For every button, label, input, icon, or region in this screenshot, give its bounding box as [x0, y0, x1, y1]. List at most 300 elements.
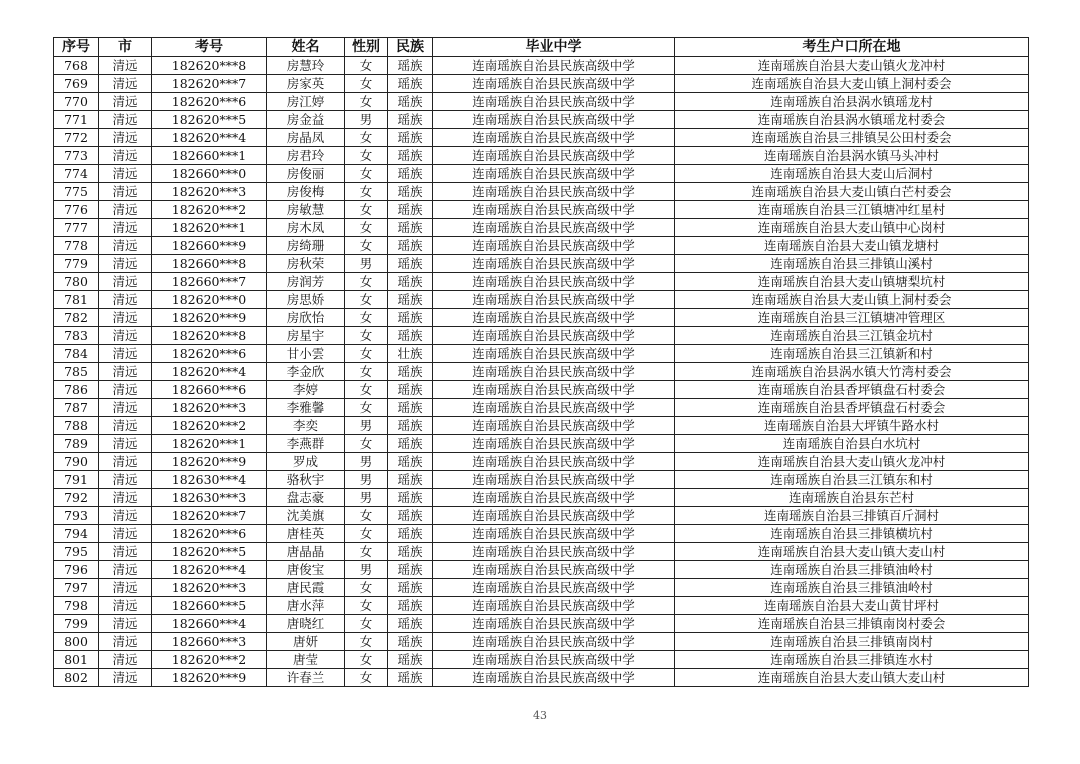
cell-exam-number: 182620***2: [152, 651, 267, 669]
cell-name: 房俊梅: [267, 183, 345, 201]
cell-index: 784: [54, 345, 99, 363]
cell-gender: 女: [345, 219, 388, 237]
cell-residence: 连南瑶族自治县大麦山后洞村: [675, 165, 1029, 183]
cell-gender: 女: [345, 309, 388, 327]
cell-city: 清远: [99, 561, 152, 579]
cell-gender: 女: [345, 669, 388, 687]
cell-exam-number: 182660***9: [152, 237, 267, 255]
cell-ethnicity: 瑶族: [388, 561, 433, 579]
cell-index: 783: [54, 327, 99, 345]
cell-index: 771: [54, 111, 99, 129]
cell-school: 连南瑶族自治县民族高级中学: [433, 597, 675, 615]
cell-exam-number: 182660***7: [152, 273, 267, 291]
cell-ethnicity: 瑶族: [388, 93, 433, 111]
cell-exam-number: 182620***9: [152, 669, 267, 687]
table-row: [54, 255, 1029, 273]
table-row: [54, 489, 1029, 507]
cell-ethnicity: 瑶族: [388, 435, 433, 453]
cell-name: 李金欣: [267, 363, 345, 381]
cell-exam-number: 182620***3: [152, 579, 267, 597]
table-row: [54, 579, 1029, 597]
cell-exam-number: 182660***6: [152, 381, 267, 399]
cell-exam-number: 182620***8: [152, 57, 267, 75]
cell-name: 房君玲: [267, 147, 345, 165]
cell-school: 连南瑶族自治县民族高级中学: [433, 579, 675, 597]
cell-exam-number: 182620***6: [152, 345, 267, 363]
cell-ethnicity: 瑶族: [388, 327, 433, 345]
cell-exam-number: 182620***9: [152, 309, 267, 327]
cell-city: 清远: [99, 147, 152, 165]
cell-residence: 连南瑶族自治县三排镇横坑村: [675, 525, 1029, 543]
cell-exam-number: 182630***4: [152, 471, 267, 489]
cell-name: 唐俊宝: [267, 561, 345, 579]
cell-gender: 女: [345, 435, 388, 453]
cell-name: 唐桂英: [267, 525, 345, 543]
cell-school: 连南瑶族自治县民族高级中学: [433, 291, 675, 309]
cell-exam-number: 182620***7: [152, 75, 267, 93]
cell-exam-number: 182620***4: [152, 561, 267, 579]
cell-name: 李燕群: [267, 435, 345, 453]
cell-residence: 连南瑶族自治县三排镇油岭村: [675, 579, 1029, 597]
table-row: [54, 327, 1029, 345]
cell-index: 773: [54, 147, 99, 165]
cell-gender: 女: [345, 363, 388, 381]
cell-residence: 连南瑶族自治县三江镇东和村: [675, 471, 1029, 489]
cell-name: 房木凤: [267, 219, 345, 237]
cell-school: 连南瑶族自治县民族高级中学: [433, 417, 675, 435]
cell-index: 789: [54, 435, 99, 453]
cell-gender: 女: [345, 579, 388, 597]
table-row: [54, 633, 1029, 651]
table-row: [54, 345, 1029, 363]
cell-exam-number: 182660***5: [152, 597, 267, 615]
cell-exam-number: 182620***1: [152, 219, 267, 237]
cell-school: 连南瑶族自治县民族高级中学: [433, 399, 675, 417]
cell-name: 房俊丽: [267, 165, 345, 183]
cell-city: 清远: [99, 417, 152, 435]
cell-index: 769: [54, 75, 99, 93]
cell-city: 清远: [99, 489, 152, 507]
cell-index: 782: [54, 309, 99, 327]
cell-ethnicity: 瑶族: [388, 381, 433, 399]
cell-index: 802: [54, 669, 99, 687]
cell-index: 792: [54, 489, 99, 507]
cell-gender: 女: [345, 291, 388, 309]
cell-residence: 连南瑶族自治县三江镇塘冲红星村: [675, 201, 1029, 219]
table-row: [54, 597, 1029, 615]
cell-city: 清远: [99, 579, 152, 597]
cell-exam-number: 182660***8: [152, 255, 267, 273]
cell-exam-number: 182620***6: [152, 93, 267, 111]
cell-gender: 女: [345, 525, 388, 543]
table-row: [54, 381, 1029, 399]
cell-index: 801: [54, 651, 99, 669]
cell-city: 清远: [99, 129, 152, 147]
cell-ethnicity: 瑶族: [388, 453, 433, 471]
cell-school: 连南瑶族自治县民族高级中学: [433, 111, 675, 129]
cell-city: 清远: [99, 525, 152, 543]
cell-residence: 连南瑶族自治县大麦山镇火龙冲村: [675, 57, 1029, 75]
cell-residence: 连南瑶族自治县香坪镇盘石村委会: [675, 399, 1029, 417]
cell-city: 清远: [99, 453, 152, 471]
cell-ethnicity: 瑶族: [388, 579, 433, 597]
cell-residence: 连南瑶族自治县白水坑村: [675, 435, 1029, 453]
table-row: [54, 651, 1029, 669]
cell-city: 清远: [99, 669, 152, 687]
cell-school: 连南瑶族自治县民族高级中学: [433, 507, 675, 525]
cell-school: 连南瑶族自治县民族高级中学: [433, 219, 675, 237]
cell-city: 清远: [99, 381, 152, 399]
cell-exam-number: 182660***0: [152, 165, 267, 183]
cell-gender: 男: [345, 255, 388, 273]
cell-gender: 女: [345, 201, 388, 219]
cell-exam-number: 182620***6: [152, 525, 267, 543]
cell-gender: 女: [345, 381, 388, 399]
cell-exam-number: 182620***4: [152, 129, 267, 147]
cell-name: 许春兰: [267, 669, 345, 687]
cell-gender: 女: [345, 75, 388, 93]
cell-school: 连南瑶族自治县民族高级中学: [433, 435, 675, 453]
cell-school: 连南瑶族自治县民族高级中学: [433, 93, 675, 111]
cell-gender: 女: [345, 183, 388, 201]
cell-ethnicity: 瑶族: [388, 183, 433, 201]
cell-residence: 连南瑶族自治县三排镇百斤洞村: [675, 507, 1029, 525]
cell-ethnicity: 瑶族: [388, 633, 433, 651]
table-row: [54, 219, 1029, 237]
table-row: [54, 669, 1029, 687]
table-row: [54, 147, 1029, 165]
cell-index: 785: [54, 363, 99, 381]
cell-ethnicity: 瑶族: [388, 255, 433, 273]
cell-residence: 连南瑶族自治县三江镇金坑村: [675, 327, 1029, 345]
cell-residence: 连南瑶族自治县三排镇吴公田村委会: [675, 129, 1029, 147]
cell-ethnicity: 瑶族: [388, 165, 433, 183]
cell-city: 清远: [99, 633, 152, 651]
cell-gender: 女: [345, 129, 388, 147]
cell-school: 连南瑶族自治县民族高级中学: [433, 75, 675, 93]
table-row: [54, 543, 1029, 561]
cell-exam-number: 182620***2: [152, 201, 267, 219]
cell-name: 房晶凤: [267, 129, 345, 147]
cell-ethnicity: 瑶族: [388, 201, 433, 219]
cell-residence: 连南瑶族自治县大麦山镇大麦山村: [675, 669, 1029, 687]
cell-gender: 女: [345, 327, 388, 345]
cell-school: 连南瑶族自治县民族高级中学: [433, 363, 675, 381]
cell-ethnicity: 瑶族: [388, 399, 433, 417]
cell-exam-number: 182630***3: [152, 489, 267, 507]
cell-residence: 连南瑶族自治县大麦山镇上洞村委会: [675, 75, 1029, 93]
roster-sheet: [53, 37, 1028, 687]
header-city: 市: [99, 38, 152, 57]
cell-school: 连南瑶族自治县民族高级中学: [433, 471, 675, 489]
cell-school: 连南瑶族自治县民族高级中学: [433, 489, 675, 507]
cell-exam-number: 182660***1: [152, 147, 267, 165]
cell-school: 连南瑶族自治县民族高级中学: [433, 543, 675, 561]
table-row: [54, 561, 1029, 579]
cell-ethnicity: 瑶族: [388, 615, 433, 633]
cell-residence: 连南瑶族自治县大麦山镇大麦山村: [675, 543, 1029, 561]
cell-school: 连南瑶族自治县民族高级中学: [433, 669, 675, 687]
table-row: [54, 363, 1029, 381]
table-row: [54, 165, 1029, 183]
cell-exam-number: 182620***4: [152, 363, 267, 381]
cell-index: 799: [54, 615, 99, 633]
cell-city: 清远: [99, 651, 152, 669]
cell-ethnicity: 瑶族: [388, 57, 433, 75]
cell-city: 清远: [99, 291, 152, 309]
table-row: [54, 615, 1029, 633]
cell-ethnicity: 瑶族: [388, 273, 433, 291]
cell-residence: 连南瑶族自治县大麦山镇火龙冲村: [675, 453, 1029, 471]
cell-city: 清远: [99, 255, 152, 273]
cell-name: 唐妍: [267, 633, 345, 651]
cell-ethnicity: 瑶族: [388, 489, 433, 507]
page-number: 43: [533, 709, 547, 722]
cell-city: 清远: [99, 237, 152, 255]
cell-city: 清远: [99, 57, 152, 75]
cell-index: 770: [54, 93, 99, 111]
cell-city: 清远: [99, 399, 152, 417]
cell-name: 盘志豪: [267, 489, 345, 507]
cell-ethnicity: 壮族: [388, 345, 433, 363]
cell-residence: 连南瑶族自治县三排镇南岗村: [675, 633, 1029, 651]
cell-residence: 连南瑶族自治县三江镇新和村: [675, 345, 1029, 363]
cell-exam-number: 182620***2: [152, 417, 267, 435]
cell-gender: 女: [345, 399, 388, 417]
cell-city: 清远: [99, 327, 152, 345]
cell-residence: 连南瑶族自治县香坪镇盘石村委会: [675, 381, 1029, 399]
cell-index: 798: [54, 597, 99, 615]
cell-exam-number: 182660***3: [152, 633, 267, 651]
cell-city: 清远: [99, 543, 152, 561]
header-row: [54, 38, 1029, 57]
header-residence: 考生户口所在地: [675, 38, 1029, 57]
cell-name: 骆秋宇: [267, 471, 345, 489]
cell-city: 清远: [99, 363, 152, 381]
cell-gender: 男: [345, 111, 388, 129]
cell-city: 清远: [99, 219, 152, 237]
cell-ethnicity: 瑶族: [388, 363, 433, 381]
cell-gender: 男: [345, 417, 388, 435]
cell-gender: 女: [345, 597, 388, 615]
cell-city: 清远: [99, 273, 152, 291]
cell-exam-number: 182620***9: [152, 453, 267, 471]
cell-city: 清远: [99, 471, 152, 489]
cell-residence: 连南瑶族自治县三排镇南岗村委会: [675, 615, 1029, 633]
cell-name: 唐晶晶: [267, 543, 345, 561]
cell-index: 791: [54, 471, 99, 489]
cell-ethnicity: 瑶族: [388, 417, 433, 435]
cell-index: 786: [54, 381, 99, 399]
cell-residence: 连南瑶族自治县大麦山镇中心岗村: [675, 219, 1029, 237]
cell-city: 清远: [99, 75, 152, 93]
cell-name: 房思娇: [267, 291, 345, 309]
cell-residence: 连南瑶族自治县三排镇油岭村: [675, 561, 1029, 579]
cell-index: 797: [54, 579, 99, 597]
header-exam-number: 考号: [152, 38, 267, 57]
cell-ethnicity: 瑶族: [388, 75, 433, 93]
cell-city: 清远: [99, 309, 152, 327]
cell-residence: 连南瑶族自治县大麦山镇上洞村委会: [675, 291, 1029, 309]
table-row: [54, 507, 1029, 525]
cell-school: 连南瑶族自治县民族高级中学: [433, 309, 675, 327]
cell-index: 800: [54, 633, 99, 651]
cell-ethnicity: 瑶族: [388, 471, 433, 489]
cell-school: 连南瑶族自治县民族高级中学: [433, 381, 675, 399]
cell-residence: 连南瑶族自治县大麦山黄甘坪村: [675, 597, 1029, 615]
cell-residence: 连南瑶族自治县涡水镇大竹湾村委会: [675, 363, 1029, 381]
cell-school: 连南瑶族自治县民族高级中学: [433, 615, 675, 633]
table-row: [54, 453, 1029, 471]
table-row: [54, 183, 1029, 201]
cell-index: 778: [54, 237, 99, 255]
cell-index: 772: [54, 129, 99, 147]
cell-school: 连南瑶族自治县民族高级中学: [433, 651, 675, 669]
cell-index: 780: [54, 273, 99, 291]
header-index: 序号: [54, 38, 99, 57]
cell-ethnicity: 瑶族: [388, 237, 433, 255]
cell-city: 清远: [99, 345, 152, 363]
cell-residence: 连南瑶族自治县大坪镇牛路水村: [675, 417, 1029, 435]
cell-school: 连南瑶族自治县民族高级中学: [433, 525, 675, 543]
cell-gender: 女: [345, 93, 388, 111]
cell-index: 790: [54, 453, 99, 471]
cell-school: 连南瑶族自治县民族高级中学: [433, 57, 675, 75]
cell-name: 房润芳: [267, 273, 345, 291]
table-row: [54, 417, 1029, 435]
cell-exam-number: 182620***5: [152, 543, 267, 561]
cell-residence: 连南瑶族自治县大麦山镇龙塘村: [675, 237, 1029, 255]
cell-gender: 男: [345, 489, 388, 507]
header-name: 姓名: [267, 38, 345, 57]
cell-residence: 连南瑶族自治县涡水镇瑶龙村: [675, 93, 1029, 111]
cell-school: 连南瑶族自治县民族高级中学: [433, 345, 675, 363]
cell-index: 796: [54, 561, 99, 579]
cell-exam-number: 182620***3: [152, 399, 267, 417]
cell-index: 781: [54, 291, 99, 309]
cell-name: 唐晓红: [267, 615, 345, 633]
cell-name: 房星宇: [267, 327, 345, 345]
cell-city: 清远: [99, 111, 152, 129]
cell-index: 775: [54, 183, 99, 201]
cell-name: 房绮珊: [267, 237, 345, 255]
cell-exam-number: 182660***4: [152, 615, 267, 633]
cell-ethnicity: 瑶族: [388, 543, 433, 561]
cell-name: 唐莹: [267, 651, 345, 669]
cell-exam-number: 182620***0: [152, 291, 267, 309]
cell-city: 清远: [99, 201, 152, 219]
table-row: [54, 273, 1029, 291]
cell-ethnicity: 瑶族: [388, 525, 433, 543]
cell-exam-number: 182620***7: [152, 507, 267, 525]
cell-index: 776: [54, 201, 99, 219]
cell-index: 768: [54, 57, 99, 75]
cell-ethnicity: 瑶族: [388, 651, 433, 669]
roster-body: [54, 57, 1029, 687]
cell-ethnicity: 瑶族: [388, 669, 433, 687]
cell-city: 清远: [99, 93, 152, 111]
cell-school: 连南瑶族自治县民族高级中学: [433, 237, 675, 255]
cell-city: 清远: [99, 435, 152, 453]
cell-gender: 女: [345, 57, 388, 75]
cell-school: 连南瑶族自治县民族高级中学: [433, 255, 675, 273]
cell-gender: 男: [345, 453, 388, 471]
cell-city: 清远: [99, 597, 152, 615]
cell-index: 795: [54, 543, 99, 561]
cell-school: 连南瑶族自治县民族高级中学: [433, 183, 675, 201]
header-ethnicity: 民族: [388, 38, 433, 57]
cell-gender: 女: [345, 651, 388, 669]
table-row: [54, 399, 1029, 417]
cell-gender: 女: [345, 633, 388, 651]
table-row: [54, 237, 1029, 255]
cell-residence: 连南瑶族自治县三江镇塘冲管理区: [675, 309, 1029, 327]
header-gender: 性别: [345, 38, 388, 57]
table-row: [54, 201, 1029, 219]
table-row: [54, 435, 1029, 453]
cell-school: 连南瑶族自治县民族高级中学: [433, 633, 675, 651]
cell-index: 787: [54, 399, 99, 417]
cell-city: 清远: [99, 507, 152, 525]
cell-school: 连南瑶族自治县民族高级中学: [433, 453, 675, 471]
cell-name: 唐民霞: [267, 579, 345, 597]
cell-name: 房江婷: [267, 93, 345, 111]
table-row: [54, 471, 1029, 489]
cell-index: 777: [54, 219, 99, 237]
cell-name: 李奕: [267, 417, 345, 435]
cell-gender: 女: [345, 273, 388, 291]
cell-school: 连南瑶族自治县民族高级中学: [433, 147, 675, 165]
cell-ethnicity: 瑶族: [388, 597, 433, 615]
cell-exam-number: 182620***8: [152, 327, 267, 345]
cell-school: 连南瑶族自治县民族高级中学: [433, 561, 675, 579]
cell-index: 779: [54, 255, 99, 273]
cell-gender: 男: [345, 471, 388, 489]
table-row: [54, 57, 1029, 75]
cell-name: 沈美旗: [267, 507, 345, 525]
cell-name: 房家英: [267, 75, 345, 93]
cell-city: 清远: [99, 165, 152, 183]
cell-ethnicity: 瑶族: [388, 111, 433, 129]
cell-school: 连南瑶族自治县民族高级中学: [433, 165, 675, 183]
cell-gender: 女: [345, 237, 388, 255]
cell-name: 甘小雲: [267, 345, 345, 363]
cell-residence: 连南瑶族自治县东芒村: [675, 489, 1029, 507]
cell-city: 清远: [99, 615, 152, 633]
cell-residence: 连南瑶族自治县三排镇连水村: [675, 651, 1029, 669]
cell-residence: 连南瑶族自治县涡水镇瑶龙村委会: [675, 111, 1029, 129]
cell-school: 连南瑶族自治县民族高级中学: [433, 273, 675, 291]
cell-name: 李雅馨: [267, 399, 345, 417]
table-row: [54, 129, 1029, 147]
table-row: [54, 291, 1029, 309]
student-roster-table: [53, 37, 1029, 687]
cell-index: 788: [54, 417, 99, 435]
cell-residence: 连南瑶族自治县大麦山镇白芒村委会: [675, 183, 1029, 201]
table-row: [54, 525, 1029, 543]
table-row: [54, 75, 1029, 93]
cell-school: 连南瑶族自治县民族高级中学: [433, 129, 675, 147]
cell-index: 774: [54, 165, 99, 183]
cell-ethnicity: 瑶族: [388, 219, 433, 237]
cell-name: 房敏慧: [267, 201, 345, 219]
cell-ethnicity: 瑶族: [388, 291, 433, 309]
table-row: [54, 309, 1029, 327]
cell-index: 793: [54, 507, 99, 525]
cell-exam-number: 182620***5: [152, 111, 267, 129]
cell-residence: 连南瑶族自治县大麦山镇塘梨坑村: [675, 273, 1029, 291]
cell-ethnicity: 瑶族: [388, 309, 433, 327]
